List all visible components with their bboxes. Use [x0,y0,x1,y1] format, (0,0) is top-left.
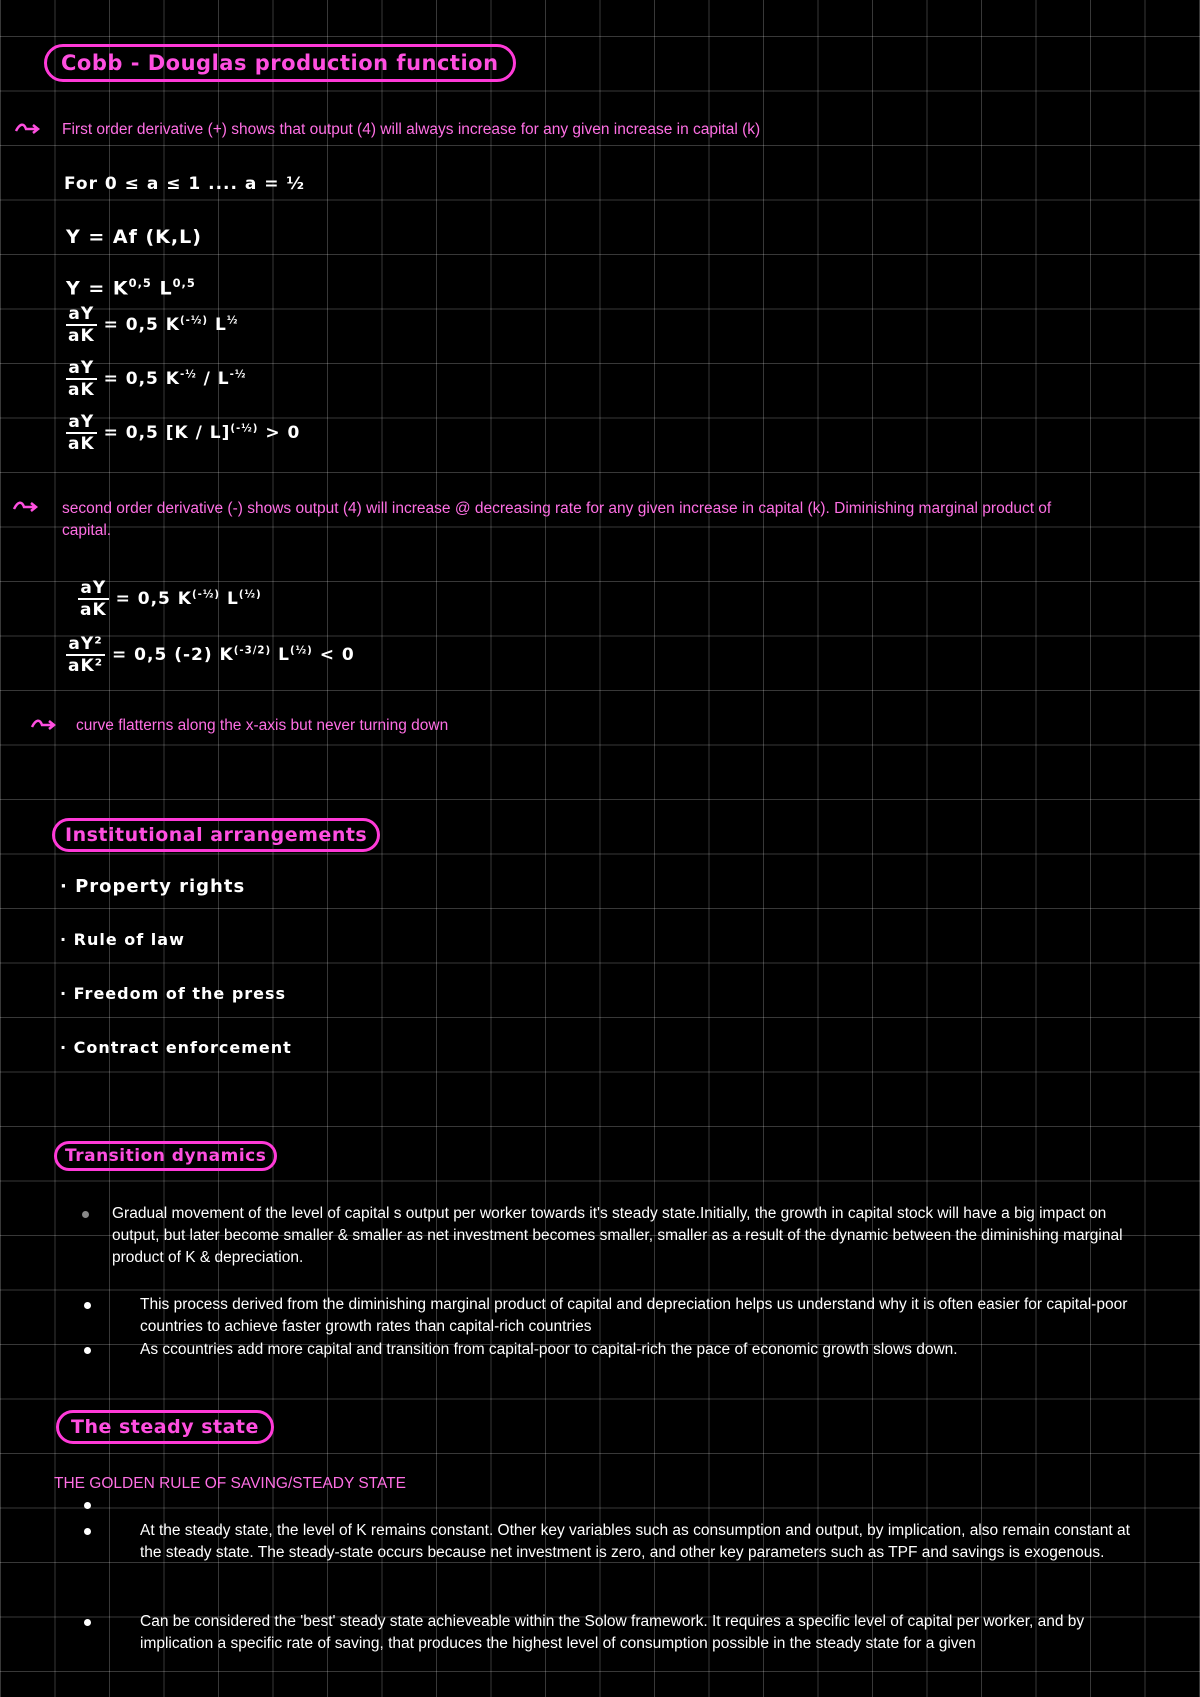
equation-derivative-1: $\frac{aY}{aK}$ = 0,5 $K^{(-\frac{1}{2})}$ $L^{\frac{1}{2}}$ [68,304,239,346]
arrow-bullet-icon [14,121,40,137]
transition-paragraph: Gradual movement of the level of capital s output per worker towards it's steady state.Initially, the growth in capital stock will have a big impact on output, but later become smaller & smaller as net investment becomes smaller, smaller as a result of the dynamic between the diminishing marginal product of K & depreciation. [112,1205,1123,1266]
section-title-steady-state: The steady state [56,1410,274,1444]
steady-bullet-2: Can be considered the 'best' steady state achieveable within the Solow framework. It requires a specific level of capital per worker, and by implication a specific rate of saving, that produces the highest level of consumption possible in the steady state for a given [140,1613,1085,1652]
institutional-item: · Rule of law [60,930,185,949]
institutional-item: · Property rights [60,876,246,897]
arrow-bullet-icon [30,717,56,733]
equation-y-af: Y = Af (K,L) [66,226,202,248]
institutional-item: · Contract enforcement [60,1038,292,1057]
section-title-institutional: Institutional arrangements [52,818,380,852]
equation-derivative-2: $\frac{aY}{aK}$ = 0,5 $K^{-\frac{1}{2}} / L^{-\frac{1}{2}}$ [68,358,247,400]
list-bullet [84,1302,91,1309]
equation-second-derivative-2: $\frac{\text{aY²}}{\text{aK²}}$ = 0,5 (-2) $K^{(-3/2)}$ $L^{(\frac{1}{2})} < 0$ [68,634,355,676]
steady-bullet-1: At the steady state, the level of K remains constant. Other key variables such as consumption and output, by implication, also remain constant at the steady state. The steady-state occurs because net investment is zero, and other key parameters such as TPF and savings is exogenous. [140,1522,1130,1561]
equation-second-derivative-1: $\frac{aY}{aK}$ = 0,5 $K^{(-\frac{1}{2})}$ $L^{(\frac{1}{2})}$ [80,578,262,620]
arrow-bullet-icon [12,499,38,515]
transition-bullet-2: As ccountries add more capital and transition from capital-poor to capital-rich the pace of economic growth slows down. [140,1341,958,1358]
section-title-cobb-douglas: Cobb - Douglas production function [44,44,516,82]
list-bullet [82,1211,89,1218]
institutional-item: · Freedom of the press [60,984,287,1003]
cobb-note-second-order: second order derivative (-) shows output (4) will increase @ decreasing rate for any given increase in capital (k). Diminishing marginal product of capital. [62,500,1052,539]
equation-derivative-3: $\frac{aY}{aK}$ = 0,5 [K / L]$^{(-\frac{1}{2})}$ > 0 [68,412,301,454]
transition-bullet-1: This process derived from the diminishing marginal product of capital and depreciation helps us understand why it is often easier for capital-poor countries to achieve faster growth rates than capital-rich countries [140,1296,1128,1335]
list-bullet [84,1528,91,1535]
list-bullet [84,1502,91,1509]
list-bullet [84,1619,91,1626]
cobb-note-curve: curve flatterns along the x-axis but never turning down [76,717,449,734]
list-bullet [84,1347,91,1354]
equation-for-range: For 0 ≤ a ≤ 1 .... a = ½ [64,174,306,194]
steady-subheading: THE GOLDEN RULE OF SAVING/STEADY STATE [54,1475,406,1492]
cobb-note-first-order: First order derivative (+) shows that output (4) will always increase for any given increase in capital (k) [62,121,761,138]
section-title-transition: Transition dynamics [54,1141,277,1171]
equation-y-k-l: Y = K$^{0,5}$ L$^{0,5}$ [66,276,196,300]
